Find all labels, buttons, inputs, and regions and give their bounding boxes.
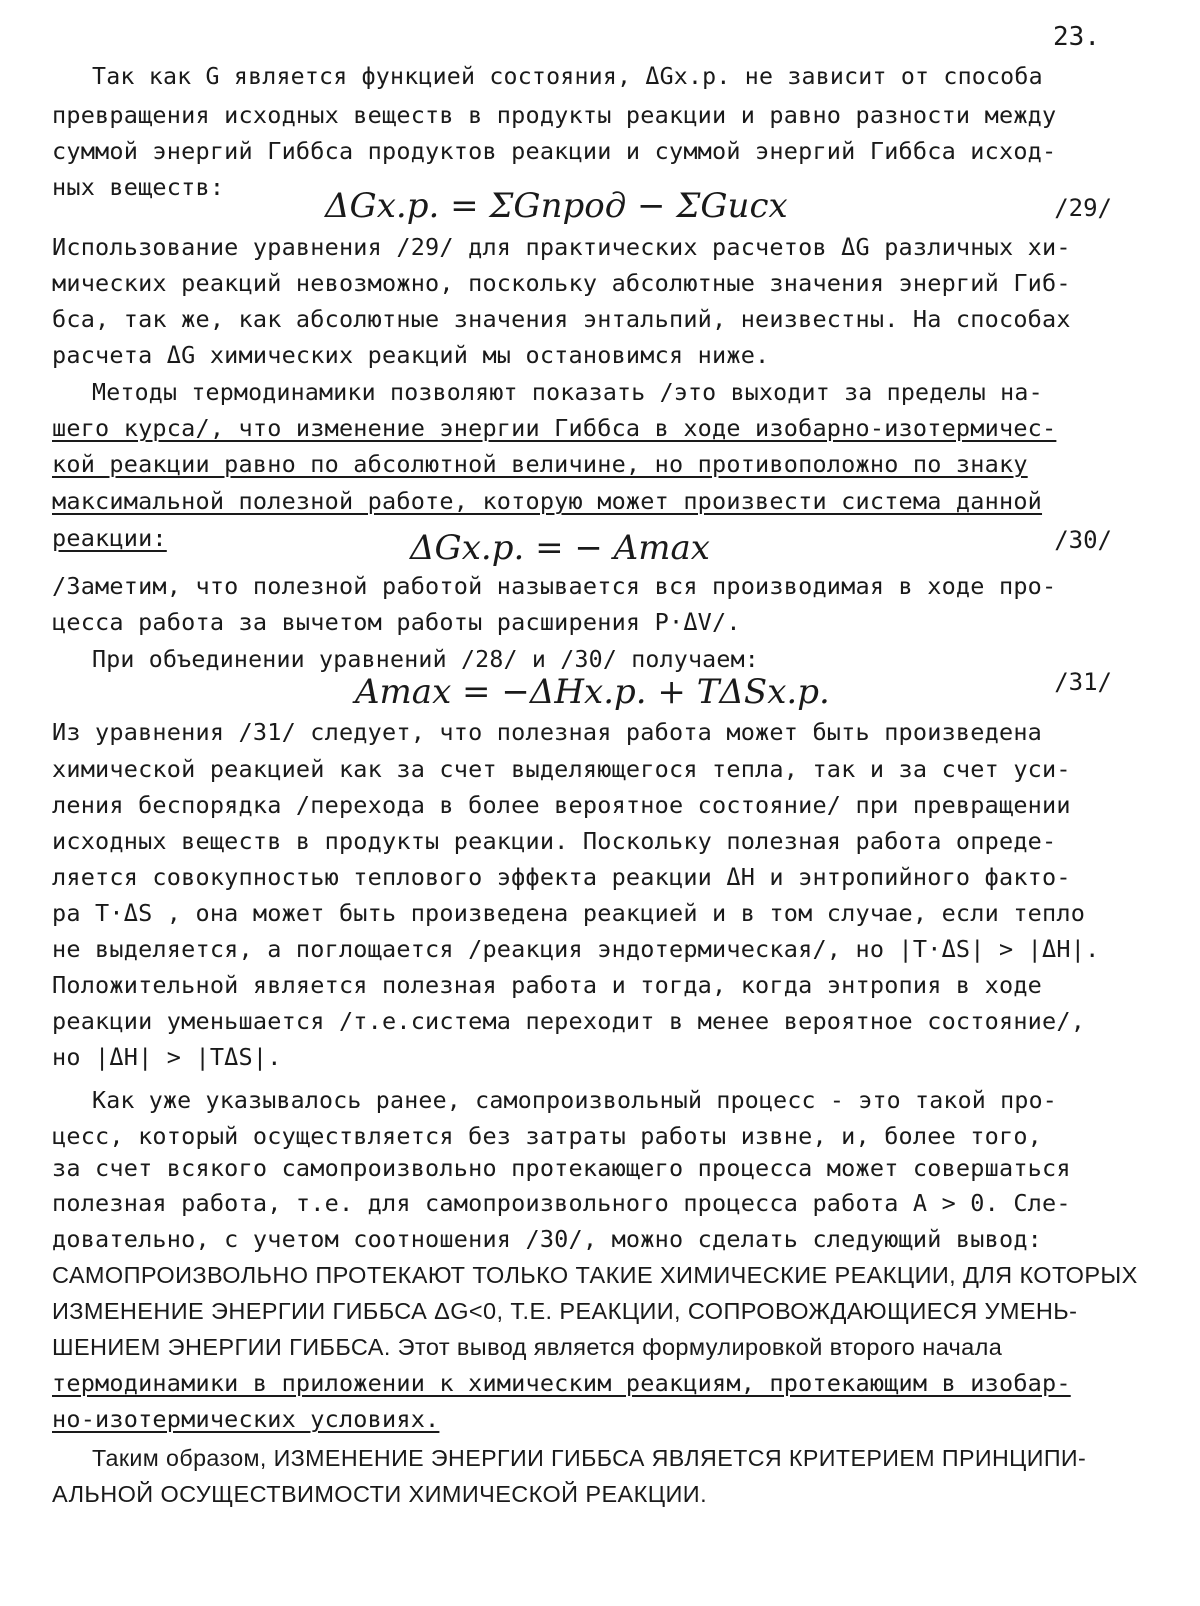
p3-line-1: Методы термодинамики позволяют показать /это выходит за пределы на- bbox=[92, 378, 1043, 406]
p6-line-7: не выделяется, а поглощается /реакция эндотермическая/, но |T·ΔS| > |ΔH|. bbox=[52, 935, 1100, 963]
p5-line-1: При объединении уравнений /28/ и /30/ получаем: bbox=[92, 645, 759, 673]
p6-line-6: ра T·ΔS , она может быть произведена реакцией и в том случае, если тепло bbox=[52, 899, 1086, 927]
p3-line-3: кой реакции равно по абсолютной величине, но противоположно по знаку bbox=[52, 450, 1028, 478]
p2-line-1: Использование уравнения /29/ для практических расчетов ΔG различных хи- bbox=[52, 233, 1071, 261]
equation-31-number: /31/ bbox=[1054, 668, 1112, 696]
p7-line-7: ИЗМЕНЕНИЕ ЭНЕРГИИ ГИББСА ΔG<0, Т.Е. РЕАКЦИИ, СОПРОВОЖДАЮЩИЕСЯ УМЕНЬ- bbox=[52, 1298, 1078, 1324]
p8-line-1: Таким образом, ИЗМЕНЕНИЕ ЭНЕРГИИ ГИББСА ЯВЛЯЕТСЯ КРИТЕРИЕМ ПРИНЦИПИ- bbox=[92, 1445, 1087, 1471]
p7-line-5: довательно, с учетом соотношения /30/, можно сделать следующий вывод: bbox=[52, 1225, 1043, 1253]
equation-29: ΔGх.р. = ΣGпрод − ΣGисх bbox=[325, 186, 788, 226]
p7-line-4: полезная работа, т.е. для самопроизвольного процесса работа A > 0. Сле- bbox=[52, 1189, 1071, 1217]
p7-line-8 bbox=[52, 1329, 1132, 1365]
p6-line-5: ляется совокупностью теплового эффекта реакции ΔH и энтропийного факто- bbox=[52, 863, 1071, 891]
p1-line-2: превращения исходных веществ в продукты реакции и равно разности между bbox=[52, 101, 1057, 129]
p6-line-2: химической реакцией как за счет выделяющегося тепла, так и за счет уси- bbox=[52, 755, 1071, 783]
p3-line-4: максимальной полезной работе, которую может произвести система данной bbox=[52, 487, 1043, 515]
p6-line-4: исходных веществ в продукты реакции. Поскольку полезная работа опреде- bbox=[52, 827, 1057, 855]
p8-line-2: АЛЬНОЙ ОСУЩЕСТВИМОСТИ ХИМИЧЕСКОЙ РЕАКЦИИ. bbox=[52, 1481, 708, 1507]
p6-line-3: ления беспорядка /перехода в более вероятное состояние/ при превращении bbox=[52, 791, 1071, 819]
p6-line-8: Положительной является полезная работа и тогда, когда энтропия в ходе bbox=[52, 971, 1043, 999]
p6-line-9: реакции уменьшается /т.е.система переходит в менее вероятное состояние/, bbox=[52, 1007, 1086, 1035]
p2-line-4: расчета ΔG химических реакций мы остановимся ниже. bbox=[52, 341, 770, 369]
p7-line-3: за счет всякого самопроизвольно протекающего процесса может совершаться bbox=[52, 1154, 1071, 1182]
p2-line-3: бса, так же, как абсолютные значения энтальпий, неизвестны. На способах bbox=[52, 305, 1071, 333]
p4-line-1: /Заметим, что полезной работой называется вся производимая в ходе про- bbox=[52, 572, 1057, 600]
page-number: 23. bbox=[1053, 22, 1100, 52]
p6-line-1: Из уравнения /31/ следует, что полезная работа может быть произведена bbox=[52, 718, 1043, 746]
p1-line-4: ных веществ: bbox=[52, 173, 225, 201]
p2-line-2: мических реакций невозможно, поскольку абсолютные значения энергий Гиб- bbox=[52, 269, 1071, 297]
p7-line-10: но-изотермических условиях. bbox=[52, 1405, 440, 1433]
equation-31: Amax = −ΔHх.р. + TΔSх.р. bbox=[355, 672, 830, 712]
p1-line-1: Так как G является функцией состояния, ΔGх.р. не зависит от способа bbox=[92, 62, 1043, 90]
p7-line-2: цесс, который осуществляется без затраты работы извне, и, более того, bbox=[52, 1122, 1043, 1150]
p7-line-6: САМОПРОИЗВОЛЬНО ПРОТЕКАЮТ ТОЛЬКО ТАКИЕ ХИМИЧЕСКИЕ РЕАКЦИИ, ДЛЯ КОТОРЫХ bbox=[52, 1262, 1138, 1288]
equation-29-number: /29/ bbox=[1054, 194, 1112, 222]
p7-line-9: термодинамики в приложении к химическим реакциям, протекающим в изобар- bbox=[52, 1369, 1071, 1397]
p7-line-8-caps: ШЕНИЕМ ЭНЕРГИИ ГИББСА. Этот вывод является формулировкой второго начала bbox=[52, 1334, 1003, 1360]
p1-line-3: суммой энергий Гиббса продуктов реакции и суммой энергий Гиббса исход- bbox=[52, 137, 1057, 165]
p6-line-10: но |ΔH| > |TΔS|. bbox=[52, 1043, 282, 1071]
p4-line-2: цесса работа за вычетом работы расширения P·ΔV/. bbox=[52, 608, 741, 636]
p3-line-2: шего курса/, что изменение энергии Гиббса в ходе изобарно-изотермичес- bbox=[52, 414, 1057, 442]
equation-30: ΔGх.р. = − Amax bbox=[410, 528, 710, 568]
equation-30-number: /30/ bbox=[1054, 526, 1112, 554]
p3-line-5: реакции: bbox=[52, 524, 167, 552]
p7-line-1: Как уже указывалось ранее, самопроизвольный процесс - это такой про- bbox=[92, 1086, 1057, 1114]
